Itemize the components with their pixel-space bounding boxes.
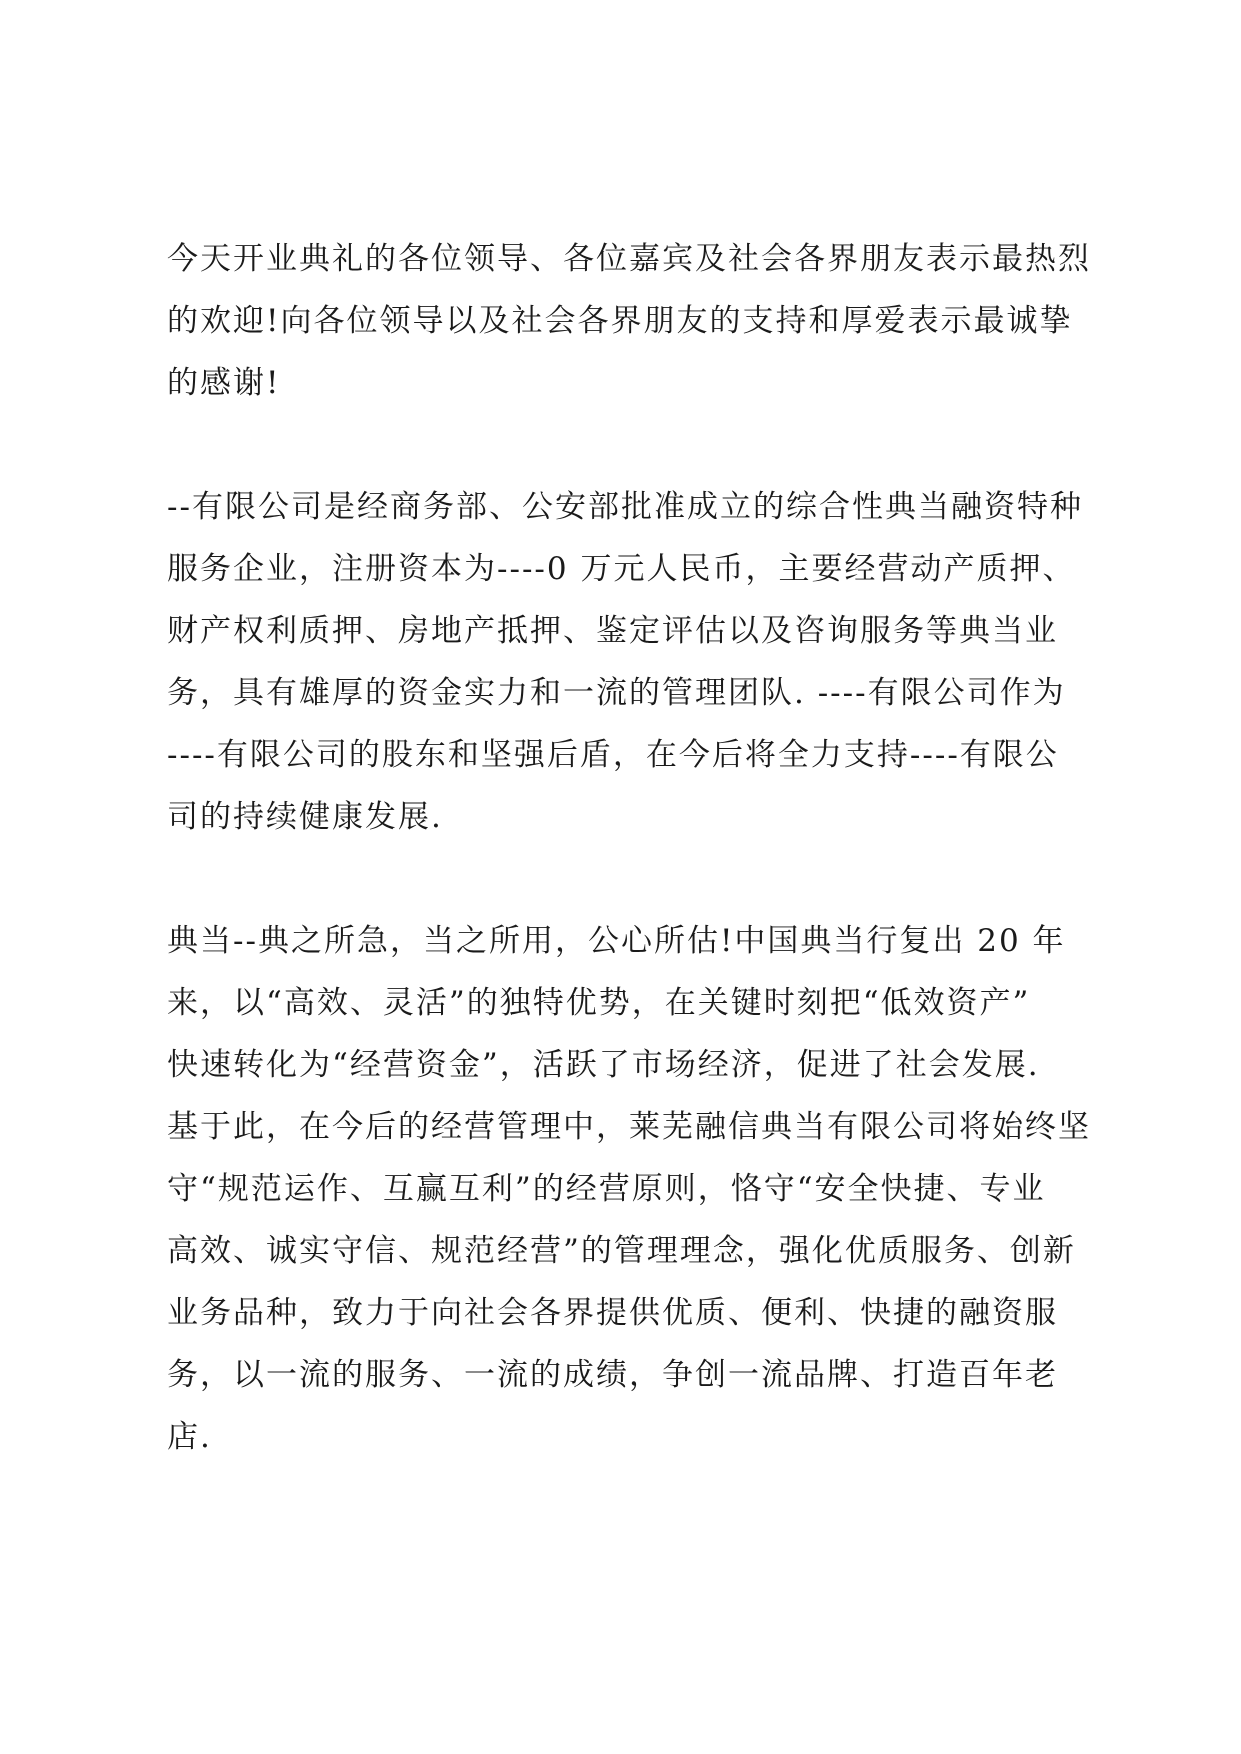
text-line: 务，具有雄厚的资金实力和一流的管理团队. ----有限公司作为	[167, 675, 1066, 711]
text-line: 基于此，在今后的经营管理中，莱芜融信典当有限公司将始终坚	[167, 1109, 1091, 1145]
paragraph-company-intro	[167, 476, 1097, 848]
paragraph-business-philosophy	[167, 910, 1097, 1468]
text-line: 司的持续健康发展.	[167, 799, 443, 835]
text-line: 业务品种，致力于向社会各界提供优质、便利、快捷的融资服	[167, 1295, 1058, 1331]
text-line: 今天开业典礼的各位领导、各位嘉宾及社会各界朋友表示最热烈	[167, 241, 1091, 277]
text-line: 的欢迎!向各位领导以及社会各界朋友的支持和厚爱表示最诚挚	[167, 303, 1073, 339]
paragraph-welcome	[167, 228, 1097, 414]
text-line: 快速转化为“经营资金”，活跃了市场经济，促进了社会发展.	[167, 1047, 1040, 1083]
text-line: --有限公司是经商务部、公安部批准成立的综合性典当融资特种	[167, 489, 1083, 525]
text-line: 来，以“高效、灵活”的独特优势，在关键时刻把“低效资产”	[167, 985, 1031, 1021]
text-line: 服务企业，注册资本为----0 万元人民币，主要经营动产质押、	[167, 551, 1076, 587]
text-line: 守“规范运作、互赢互利”的经营原则，恪守“安全快捷、专业	[167, 1171, 1046, 1207]
text-line: 的感谢!	[167, 365, 281, 401]
text-line: 典当--典之所急，当之所用，公心所估!中国典当行复出 20 年	[167, 923, 1066, 959]
text-line: 高效、诚实守信、规范经营”的管理理念，强化优质服务、创新	[167, 1233, 1076, 1269]
text-line: 财产权利质押、房地产抵押、鉴定评估以及咨询服务等典当业	[167, 613, 1058, 649]
text-line: 务，以一流的服务、一流的成绩，争创一流品牌、打造百年老	[167, 1357, 1058, 1393]
document-body	[167, 228, 1097, 1468]
text-line: 店.	[167, 1419, 212, 1455]
text-line: ----有限公司的股东和坚强后盾，在今后将全力支持----有限公	[167, 737, 1059, 773]
